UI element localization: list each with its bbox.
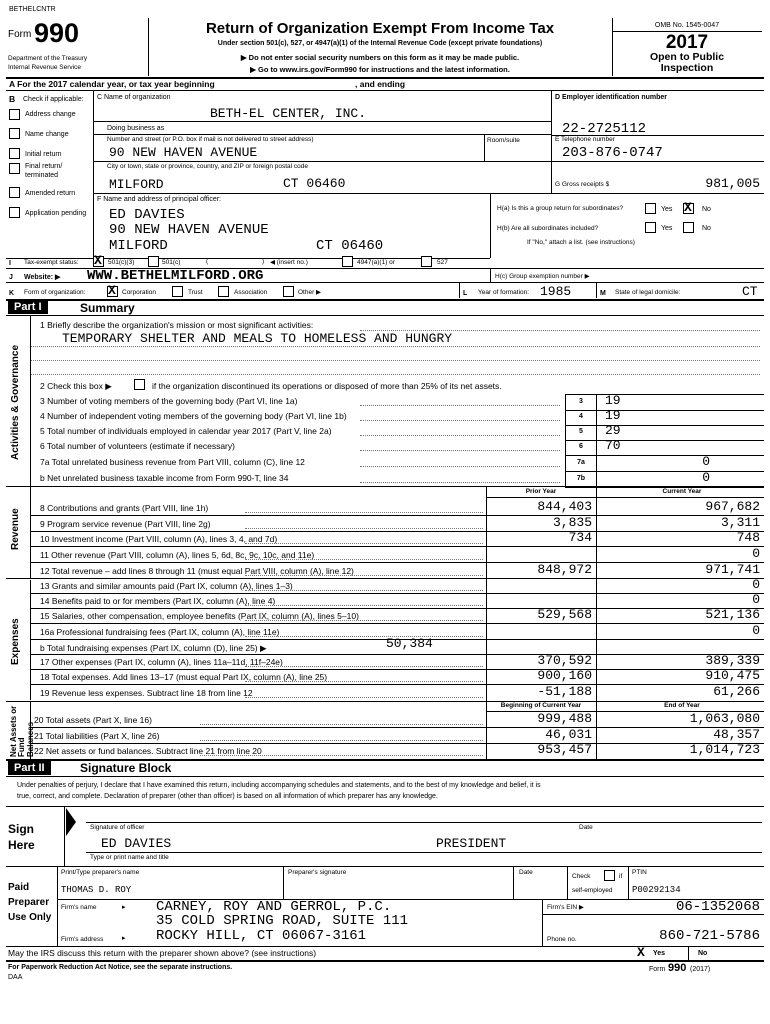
line2-text-b: if the organization discontinued its operations or disposed of more than 25% of its net assets. bbox=[152, 381, 502, 391]
gov-line-value[interactable]: 29 bbox=[605, 423, 621, 438]
b-initial-return: Initial return bbox=[25, 151, 62, 158]
gov-line-value[interactable]: 19 bbox=[605, 393, 621, 408]
k-label: K bbox=[9, 290, 15, 297]
prep-sig-label: Preparer's signature bbox=[288, 869, 347, 876]
b-application-pending: Application pending bbox=[25, 210, 87, 217]
footer-form-number: 990 bbox=[668, 962, 687, 974]
dept-line2: Internal Revenue Service bbox=[8, 64, 81, 71]
self-employed-checkbox[interactable] bbox=[604, 870, 615, 881]
revenue-prior-year[interactable]: 3,835 bbox=[552, 515, 592, 530]
b-terminated: terminated bbox=[25, 172, 59, 179]
amended-return-checkbox[interactable] bbox=[9, 187, 20, 198]
other-checkbox[interactable] bbox=[283, 286, 294, 297]
revenue-prior-year[interactable]: 844,403 bbox=[537, 499, 592, 514]
form-title: Return of Organization Exempt From Income Tax bbox=[205, 20, 555, 37]
firm-address-label: Firm's address bbox=[61, 936, 104, 943]
i-label: I bbox=[9, 260, 11, 267]
part2-title: Signature Block bbox=[80, 761, 172, 775]
ha-x-mark: X bbox=[684, 200, 692, 215]
i-501c3: 501(c)(3) bbox=[108, 259, 135, 266]
net-end-year[interactable]: 1,014,723 bbox=[689, 742, 760, 757]
open-public-1: Open to Public bbox=[649, 51, 725, 63]
revenue-current-year[interactable]: 0 bbox=[752, 546, 760, 561]
firm-ein[interactable]: 06-1352068 bbox=[675, 899, 760, 915]
revenue-current-year[interactable]: 3,311 bbox=[720, 515, 760, 530]
net-end-year[interactable]: 1,063,080 bbox=[689, 711, 760, 726]
net-begin-year[interactable]: 953,457 bbox=[537, 742, 592, 757]
street-label: Number and street (or P.O. box if mail is not delivered to street address) bbox=[107, 136, 314, 143]
revenue-line-text: 9 Program service revenue (Part VIII, line 2g) bbox=[40, 519, 211, 529]
gov-line-number: 3 bbox=[579, 398, 583, 405]
phone-no-label: Phone no. bbox=[547, 936, 577, 943]
prior-year-header: Prior Year bbox=[525, 488, 557, 495]
expense-line-text: 14 Benefits paid to or for members (Part IX, column (A), line 4) bbox=[40, 596, 276, 606]
discuss-x-mark[interactable]: X bbox=[637, 945, 645, 960]
ha-yes: Yes bbox=[661, 206, 673, 213]
revenue-current-year[interactable]: 967,682 bbox=[705, 499, 760, 514]
gov-line-number: 4 bbox=[579, 413, 583, 420]
gov-line-text: b Net unrelated business taxable income from Form 990-T, line 34 bbox=[40, 473, 289, 483]
expense-prior-year[interactable]: -51,188 bbox=[537, 684, 592, 699]
b-address-change: Address change bbox=[25, 111, 76, 118]
pra-notice: For Paperwork Reduction Act Notice, see the separate instructions. bbox=[8, 964, 233, 971]
omb-number: OMB No. 1545-0047 bbox=[654, 22, 720, 29]
mission-text[interactable]: TEMPORARY SHELTER AND MEALS TO HOMELESS AND HUNGRY bbox=[62, 331, 453, 346]
officer-state-zip[interactable]: CT 06460 bbox=[316, 238, 384, 254]
firm-address-1[interactable]: 35 COLD SPRING ROAD, SUITE 111 bbox=[156, 913, 409, 929]
dba-label: Doing business as bbox=[107, 125, 165, 132]
l-text: Year of formation: bbox=[478, 289, 530, 296]
net-asset-line-text: 20 Total assets (Part X, line 16) bbox=[34, 715, 152, 725]
name-change-checkbox[interactable] bbox=[9, 128, 20, 139]
net-asset-line-text: 21 Total liabilities (Part X, line 26) bbox=[34, 731, 160, 741]
form-number: 990 bbox=[34, 18, 80, 48]
expense-current-year[interactable]: 61,266 bbox=[713, 684, 760, 699]
initial-return-checkbox[interactable] bbox=[9, 148, 20, 159]
m-label: M bbox=[600, 290, 606, 297]
expense-current-year[interactable]: 389,339 bbox=[705, 653, 760, 668]
sign-arrow-icon bbox=[64, 806, 78, 866]
b-final-return: Final return/ bbox=[25, 163, 63, 170]
527-checkbox[interactable] bbox=[421, 256, 432, 267]
expense-current-year[interactable]: 521,136 bbox=[705, 607, 760, 622]
tax-year: 2017 bbox=[665, 32, 709, 53]
line2-checkbox[interactable] bbox=[134, 379, 145, 390]
form-subtitle: Under section 501(c), 527, or 4947(a)(1) of the Internal Revenue Code (except private foundations) bbox=[217, 40, 543, 47]
footer-year: (2017) bbox=[690, 966, 711, 973]
sign-label-2: Here bbox=[8, 838, 35, 852]
expense-current-year[interactable]: 910,475 bbox=[705, 668, 760, 683]
d-label: D Employer identification number bbox=[555, 94, 668, 101]
expense-line-text: 13 Grants and similar amounts paid (Part IX, column (A), lines 1–3) bbox=[40, 581, 293, 591]
501c3-x-mark: X bbox=[94, 253, 102, 268]
website-label: Website: ▶ bbox=[24, 274, 61, 281]
form-label: Form bbox=[8, 29, 32, 40]
501c-checkbox[interactable] bbox=[148, 256, 159, 267]
discuss-no: No bbox=[698, 950, 708, 957]
dept-line1: Department of the Treasury bbox=[8, 55, 88, 62]
org-name[interactable]: BETH-EL CENTER, INC. bbox=[210, 106, 367, 121]
part1-title: Summary bbox=[80, 301, 135, 315]
side-revenue: Revenue bbox=[10, 508, 21, 550]
line16b-value[interactable]: 50,384 bbox=[386, 636, 433, 651]
i-insert: ◀ (insert no.) bbox=[270, 259, 308, 266]
city-label: City or town, state or province, country, and ZIP or foreign postal code bbox=[107, 163, 308, 170]
footer-form-label: Form bbox=[649, 966, 666, 973]
m-text: State of legal domicile: bbox=[615, 289, 681, 296]
gov-line-text: 4 Number of independent voting members of the governing body (Part VI, line 1b) bbox=[40, 411, 347, 421]
expense-line-text: 16a Professional fundraising fees (Part IX, column (A), line 11e) bbox=[40, 627, 280, 637]
notice-ssn: ▶ Do not enter social security numbers on this form as it may be made public. bbox=[240, 53, 520, 62]
expense-line-text: 18 Total expenses. Add lines 13–17 (must equal Part IX, column (A), line 25) bbox=[40, 672, 328, 682]
revenue-line-text: 8 Contributions and grants (Part VIII, line 1h) bbox=[40, 503, 209, 513]
gov-line-value[interactable]: 0 bbox=[702, 454, 710, 469]
revenue-line-text: 11 Other revenue (Part VIII, column (A), lines 5, 6d, 8c, 9c, 10c, and 11e) bbox=[40, 550, 315, 560]
expense-line-text: 17 Other expenses (Part IX, column (A), lines 11a–11d, 11f–24e) bbox=[40, 657, 283, 667]
expense-line-text: 15 Salaries, other compensation, employee benefits (Part IX, column (A), lines 5–10) bbox=[40, 611, 359, 621]
k-association: Association bbox=[234, 289, 268, 296]
side-net-assets: Net Assets or Fund Balances bbox=[9, 705, 35, 757]
k-trust: Trust bbox=[188, 289, 203, 296]
association-checkbox[interactable] bbox=[218, 286, 229, 297]
year-formed[interactable]: 1985 bbox=[540, 284, 572, 299]
current-year-header: Current Year bbox=[662, 488, 702, 495]
gov-line-text: 5 Total number of individuals employed in calendar year 2017 (Part V, line 2a) bbox=[40, 426, 332, 436]
gov-line-text: 3 Number of voting members of the governing body (Part VI, line 1a) bbox=[40, 396, 298, 406]
if-label: if bbox=[619, 873, 623, 880]
expense-current-year[interactable]: 0 bbox=[752, 592, 760, 607]
b-label: B bbox=[9, 94, 16, 104]
hc-text: H(c) Group exemption number ▶ bbox=[495, 273, 590, 280]
c-name-label: C Name of organization bbox=[97, 94, 171, 101]
paid-label-3: Use Only bbox=[8, 912, 52, 923]
hb-yes: Yes bbox=[661, 225, 673, 232]
net-end-year[interactable]: 48,357 bbox=[713, 727, 760, 742]
org-street[interactable]: 90 NEW HAVEN AVENUE bbox=[109, 145, 258, 160]
i-527: 527 bbox=[437, 259, 448, 266]
hb-note: If "No," attach a list. (see instructions) bbox=[527, 239, 635, 246]
ptin-value[interactable]: P00292134 bbox=[632, 885, 681, 895]
officer-street[interactable]: 90 NEW HAVEN AVENUE bbox=[109, 222, 269, 238]
gov-line-value[interactable]: 70 bbox=[605, 438, 621, 453]
hb-no-checkbox[interactable] bbox=[683, 222, 694, 233]
i-text: Tax-exempt status: bbox=[24, 259, 79, 266]
ptin-label: PTIN bbox=[632, 869, 647, 876]
revenue-current-year[interactable]: 971,741 bbox=[705, 562, 760, 577]
4947-checkbox[interactable] bbox=[342, 256, 353, 267]
prep-name-label: Print/Type preparer's name bbox=[61, 869, 140, 876]
side-expenses: Expenses bbox=[10, 618, 21, 665]
officer-name[interactable]: ED DAVIES bbox=[109, 207, 185, 223]
b-check-title: Check if applicable: bbox=[23, 96, 84, 103]
net-begin-year[interactable]: 999,488 bbox=[537, 711, 592, 726]
begin-year-header: Beginning of Current Year bbox=[500, 702, 582, 709]
expense-line-text: 19 Revenue less expenses. Subtract line 18 from line 12 bbox=[40, 688, 253, 698]
application-pending-checkbox[interactable] bbox=[9, 207, 20, 218]
net-asset-line-text: 22 Net assets or fund balances. Subtract line 21 from line 20 bbox=[34, 746, 262, 756]
side-governance: Activities & Governance bbox=[10, 344, 21, 460]
hb-text: H(b) Are all subordinates included? bbox=[497, 225, 599, 232]
prep-name[interactable]: THOMAS D. ROY bbox=[61, 885, 132, 895]
firm-address-2[interactable]: ROCKY HILL, CT 06067-3161 bbox=[156, 928, 367, 944]
revenue-line-text: 10 Investment income (Part VIII, column (A), lines 3, 4, and 7d) bbox=[40, 534, 278, 544]
daa-label: DAA bbox=[8, 974, 23, 981]
gov-line-value[interactable]: 0 bbox=[702, 470, 710, 485]
k-other: Other ▶ bbox=[298, 289, 322, 296]
corp-x-mark: X bbox=[108, 283, 116, 298]
legal-domicile[interactable]: CT bbox=[742, 284, 758, 299]
line1-text: 1 Briefly describe the organization's mission or most significant activities: bbox=[40, 320, 314, 330]
part1-label: Part I bbox=[8, 300, 48, 314]
part2-label: Part II bbox=[8, 761, 51, 775]
paid-label-2: Preparer bbox=[8, 897, 50, 908]
org-city[interactable]: MILFORD bbox=[109, 177, 164, 192]
officer-city[interactable]: MILFORD bbox=[109, 238, 168, 254]
self-employed-label: self-employed bbox=[572, 887, 613, 894]
ein-value[interactable]: 22-2725112 bbox=[562, 121, 647, 137]
sig-officer-label: Signature of officer bbox=[90, 824, 145, 831]
k-corporation: Corporation bbox=[122, 289, 156, 296]
ha-no: No bbox=[702, 206, 711, 213]
g-label: G Gross receipts $ bbox=[555, 181, 610, 188]
penalty-line2: true, correct, and complete. Declaration of preparer (other than officer) is based on all information of which preparer has any knowledge. bbox=[17, 793, 438, 800]
j-label: J bbox=[9, 274, 13, 281]
line-a: A For the 2017 calendar year, or tax year beginning bbox=[9, 79, 215, 89]
firm-name-label: Firm's name bbox=[61, 904, 97, 911]
penalty-line1: Under penalties of perjury, I declare that I have examined this return, including accompanying schedules and statements, and to the best of my knowledge and belief, it is bbox=[17, 782, 541, 789]
revenue-prior-year[interactable]: 848,972 bbox=[537, 562, 592, 577]
f-label: F Name and address of principal officer: bbox=[97, 196, 221, 203]
ha-text: H(a) Is this a group return for subordinates? bbox=[497, 205, 624, 212]
prep-date-label: Date bbox=[519, 869, 533, 876]
expense-prior-year[interactable]: 900,160 bbox=[537, 668, 592, 683]
type-name-label: Type or print name and title bbox=[90, 854, 169, 861]
line2-text: 2 Check this box ▶ bbox=[40, 381, 112, 391]
discuss-question: May the IRS discuss this return with the preparer shown above? (see instructions) bbox=[8, 948, 317, 958]
hb-no: No bbox=[702, 225, 711, 232]
address-change-checkbox[interactable] bbox=[9, 109, 20, 120]
gov-line-number: 7b bbox=[576, 475, 586, 482]
ha-yes-checkbox[interactable] bbox=[645, 203, 656, 214]
firm-name[interactable]: CARNEY, ROY AND GERROL, P.C. bbox=[156, 899, 392, 915]
expense-prior-year[interactable]: 370,592 bbox=[537, 653, 592, 668]
expense-prior-year[interactable]: 529,568 bbox=[537, 607, 592, 622]
end-year-header: End of Year bbox=[664, 702, 700, 709]
firm-ein-label: Firm's EIN ▶ bbox=[547, 904, 584, 911]
gov-line-number: 7a bbox=[577, 459, 585, 466]
room-suite-label: Room/suite bbox=[487, 137, 520, 144]
paid-label-1: Paid bbox=[8, 882, 30, 893]
gov-line-text: 7a Total unrelated business revenue from Part VIII, column (C), line 12 bbox=[40, 457, 305, 467]
signer-name[interactable]: ED DAVIES bbox=[101, 836, 172, 851]
hb-yes-checkbox[interactable] bbox=[645, 222, 656, 233]
expense-current-year[interactable]: 0 bbox=[752, 623, 760, 638]
check-label: Check bbox=[572, 873, 591, 880]
website-value[interactable]: WWW.BETHELMILFORD.ORG bbox=[87, 268, 264, 284]
notice-irs: ▶ Go to www.irs.gov/Form990 for instructions and the latest information. bbox=[250, 65, 510, 74]
line-a-end: , and ending bbox=[355, 79, 406, 89]
i-4947: 4947(a)(1) or bbox=[357, 259, 395, 266]
gross-receipts[interactable]: 981,005 bbox=[705, 176, 760, 191]
b-amended-return: Amended return bbox=[25, 190, 76, 197]
final-return-checkbox[interactable] bbox=[9, 163, 20, 174]
line16b-text: b Total fundraising expenses (Part IX, column (D), line 25) ▶ bbox=[40, 643, 267, 653]
org-state-zip[interactable]: CT 06460 bbox=[283, 176, 346, 191]
signer-title[interactable]: PRESIDENT bbox=[436, 836, 507, 851]
e-label: E Telephone number bbox=[555, 136, 615, 143]
expense-current-year[interactable]: 0 bbox=[752, 577, 760, 592]
gov-line-value[interactable]: 19 bbox=[605, 408, 621, 423]
l-label: L bbox=[463, 290, 468, 297]
revenue-line-text: 12 Total revenue – add lines 8 through 11 (must equal Part VIII, column (A), line 12) bbox=[40, 566, 354, 576]
b-name-change: Name change bbox=[25, 131, 69, 138]
k-text: Form of organization: bbox=[24, 289, 86, 296]
phone-value[interactable]: 203-876-0747 bbox=[562, 145, 663, 161]
firm-phone[interactable]: 860-721-5786 bbox=[659, 928, 760, 944]
trust-checkbox[interactable] bbox=[172, 286, 183, 297]
gov-line-number: 5 bbox=[579, 428, 583, 435]
gov-line-text: 6 Total number of volunteers (estimate if necessary) bbox=[40, 441, 235, 451]
i-501c: 501(c) bbox=[162, 259, 181, 266]
sign-label-1: Sign bbox=[8, 822, 34, 836]
discuss-yes: Yes bbox=[653, 950, 666, 957]
net-begin-year[interactable]: 46,031 bbox=[545, 727, 592, 742]
gov-line-number: 6 bbox=[579, 443, 583, 450]
sig-date-label: Date bbox=[579, 824, 593, 831]
revenue-prior-year[interactable]: 734 bbox=[568, 530, 592, 545]
open-public-2: Inspection bbox=[660, 62, 714, 74]
filer-code: BETHELCNTR bbox=[9, 6, 56, 13]
revenue-current-year[interactable]: 748 bbox=[736, 530, 760, 545]
